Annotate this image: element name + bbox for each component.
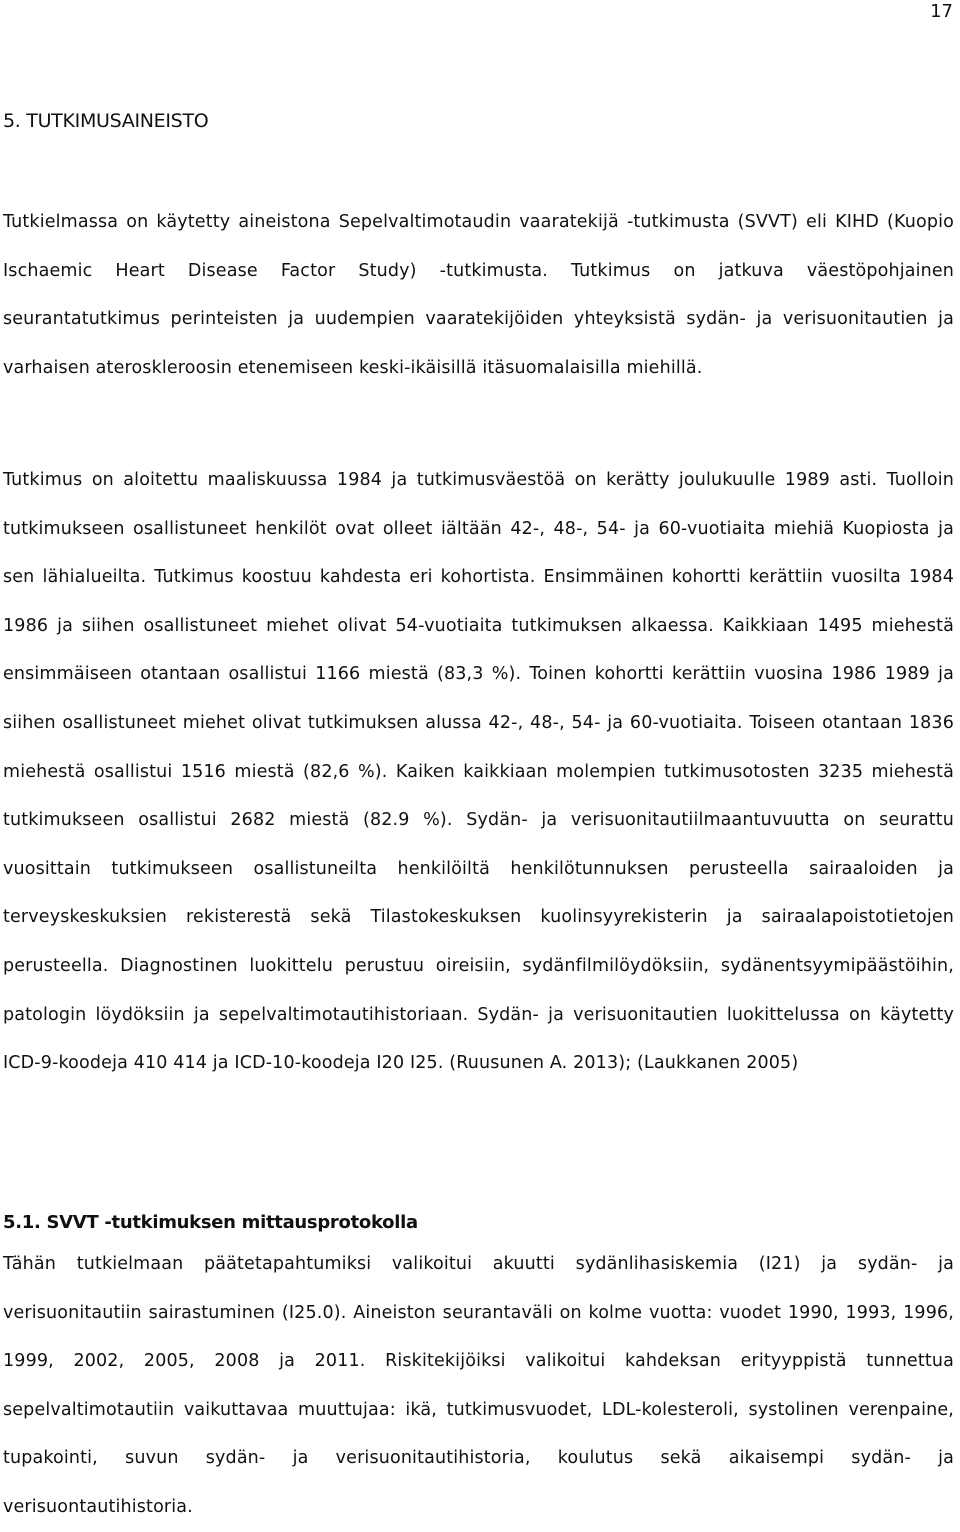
page-number: 17 xyxy=(930,1,953,22)
paragraph-study-material: Tutkielmassa on käytetty aineistona Sepelvaltimotaudin vaaratekijä -tutkimusta (SVVT) eli KIHD (Kuopio Ischaemic Heart Disease Factor Study) -tutkimusta. Tutkimus on jatkuva väestöpohjainen seurantatutkimus perinteisten ja uudempien vaaratekijöiden yhteyksistä sydän- ja verisuonitautien ja varhaisen ateroskleroosin etenemiseen keski-ikäisillä itäsuomalaisilla miehillä. xyxy=(3,212,954,378)
paragraph-measurement-protocol: Tähän tutkielmaan päätetapahtumiksi valikoitui akuutti sydänlihasiskemia (I21) ja sydän- ja verisuonitautiin sairastuminen (I25.0). Aineiston seurantaväli on kolme vuotta: vuodet 1990, 1993, 1996, 1999, 2002, 2005, 2008 ja 2011. Riskitekijöiksi valikoitui kahdeksan erityyppistä tunnettua sepelvaltimotautiin vaikuttavaa muuttujaa: ikä, tutkimusvuodet, LDL-kolesteroli, systolinen verenpaine, tupakointi, suvun sydän- ja verisuonitautihistoria, koulutus sekä aikaisempi sydän- ja verisuontautihistoria. xyxy=(3,1254,954,1517)
section-title: 5.1. SVVT -tutkimuksen mittausprotokolla xyxy=(3,1212,418,1233)
paragraph-study-cohorts: Tutkimus on aloitettu maaliskuussa 1984 ja tutkimusväestöä on kerätty joulukuulle 1989 asti. Tuolloin tutkimukseen osallistuneet henkilöt ovat olleet iältään 42-, 48-, 54- ja 60-vuotiaita miehiä Kuopiosta ja sen lähialueilta. Tutkimus koostuu kahdesta eri kohortista. Ensimmäinen kohortti kerättiin vuosilta 1984 1986 ja siihen osallistuneet miehet olivat 54-vuotiaita tutkimuksen alkaessa. Kaikkiaan 1495 miehestä ensimmäiseen otantaan osallistui 1166 miestä (83,3 %). Toinen kohortti kerättiin vuosina 1986 1989 ja siihen osallistuneet miehet olivat tutkimuksen alussa 42-, 48-, 54- ja 60-vuotiaita. Toiseen otantaan 1836 miehestä osallistui 1516 miestä (82,6 %). Kaiken kaikkiaan molempien tutkimusotosten 3235 miehestä tutkimukseen osallistui 2682 miestä (82.9 %). Sydän- ja verisuonitautiilmaantuvuutta on seurattu vuosittain tutkimukseen osallistuneilta henkilöiltä henkilötunnuksen perusteella sairaaloiden ja terveyskeskuksien rekisterestä sekä Tilastokeskuksen kuolinsyyrekisterin ja sairaalapoistotietojen perusteella. Diagnostinen luokittelu perustuu oireisiin, sydänfilmilöydöksiin, sydänentsyymipäästöihin, patologin löydöksiin ja sepelvaltimotautihistoriaan. Sydän- ja verisuonitautien luokittelussa on käytetty ICD-9-koodeja 410 414 ja ICD-10-koodeja I20 I25. (Ruusunen A. 2013); (Laukkanen 2005) xyxy=(3,470,954,1074)
chapter-title: 5. TUTKIMUSAINEISTO xyxy=(3,110,209,132)
